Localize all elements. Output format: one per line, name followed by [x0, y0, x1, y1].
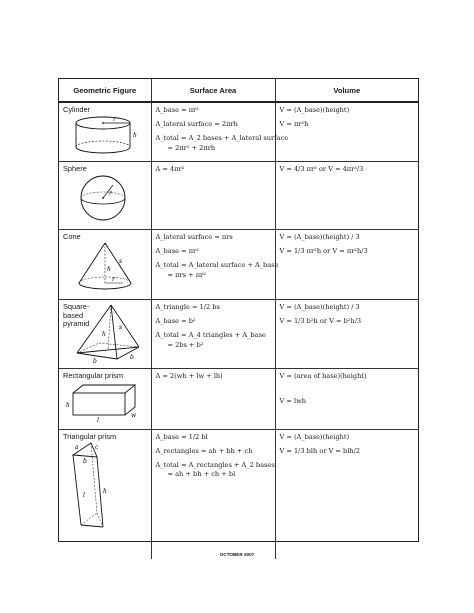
name-line: based: [63, 310, 84, 320]
formula: A_total = A_2 bases + A_lateral surface: [155, 133, 289, 142]
cone-diagram: [63, 241, 147, 293]
figure-name-cone: Cone: [63, 231, 81, 241]
volume-cell-tri-prism: [275, 429, 418, 559]
row-cone: [59, 229, 418, 299]
label-r: r: [109, 190, 112, 198]
formula: A_lateral surface = 2πrh: [155, 119, 238, 128]
formula-table: [59, 79, 418, 559]
formula: A_base = b²: [155, 317, 196, 326]
volume-cell-cylinder: [275, 102, 418, 161]
formula: A_total = A_rectangles + A_2 bases: [155, 460, 275, 469]
volume-cell-cone: [275, 229, 418, 299]
label-h: h: [66, 401, 70, 409]
label-s: s: [119, 324, 123, 332]
row-square-pyramid: [59, 300, 418, 369]
formula: A_total = A_lateral surface + A_base: [155, 260, 279, 269]
row-triangular-prism: [59, 429, 418, 559]
formula: A_base = 1/2 bl: [155, 432, 208, 441]
label-h: h: [102, 331, 106, 339]
formula: = 2bs + b²: [167, 341, 204, 350]
formula: = 2πr² + 2πrh: [167, 143, 216, 152]
figure-cell-sphere: [59, 161, 151, 229]
formula: A = 4πr²: [155, 164, 185, 173]
label-s: s: [119, 258, 123, 266]
formula: V = (area of base)(height): [279, 372, 367, 381]
formula: A_triangle = 1/2 bs: [155, 303, 220, 312]
header-volume: Volume: [275, 79, 418, 102]
sphere-diagram: [63, 173, 147, 223]
surface-cell-sphere: [151, 161, 275, 229]
formula: V = 1/3 blh or V = blh/2: [279, 446, 361, 455]
figure-name-tri-prism: Triangular prism: [63, 431, 117, 441]
header-row: [59, 79, 418, 102]
cylinder-diagram: [63, 115, 147, 155]
label-c: c: [95, 444, 99, 452]
label-h: h: [133, 131, 137, 139]
formula: V = 1/3 πr²h or V = πr²h/3: [279, 246, 368, 255]
label-h: h: [107, 266, 111, 274]
formula: = πrs + πr²: [167, 270, 206, 279]
figure-name-sphere: Sphere: [63, 163, 87, 173]
formula: V = (A_base)(height) / 3: [279, 232, 360, 241]
formula: A_rectangles = ah + bh + ch: [155, 446, 253, 455]
formula: A_base = πr²: [155, 246, 199, 255]
label-r: r: [112, 276, 115, 284]
formula-sheet: [58, 78, 419, 542]
figure-cell-cone: [59, 229, 151, 299]
formula: V = 4/3 πr³ or V = 4πr³/3: [279, 164, 364, 173]
label-a: a: [75, 444, 79, 452]
surface-cell-tri-prism: [151, 429, 275, 559]
formula: V = (A_base)(height): [279, 106, 350, 114]
label-b: b: [83, 458, 87, 466]
surface-cell-pyramid: [151, 300, 275, 369]
formula: V = (A_base)(height): [279, 432, 350, 441]
footer-date: OCTOBER 2007: [219, 552, 255, 557]
row-sphere: [59, 161, 418, 229]
pyramid-diagram: [63, 303, 147, 365]
label-r: r: [113, 115, 116, 123]
figure-cell-pyramid: [59, 300, 151, 369]
figure-cell-cylinder: [59, 102, 151, 161]
label-w: w: [131, 411, 137, 419]
volume-cell-sphere: [275, 161, 418, 229]
formula: = ah + bh + ch + bl: [167, 470, 236, 479]
figure-cell-rect-prism: [59, 369, 151, 429]
figure-name-rect-prism: Rectangular prism: [63, 371, 123, 381]
tri-prism-diagram: [63, 441, 147, 533]
label-b: b: [130, 354, 134, 362]
formula: V = lwh: [279, 397, 306, 406]
row-rectangular-prism: [59, 369, 418, 429]
row-cylinder: [59, 102, 418, 161]
volume-cell-rect-prism: [275, 369, 418, 429]
formula: A_lateral surface = πrs: [155, 232, 233, 241]
figure-cell-tri-prism: [59, 429, 151, 559]
formula: V = πr²h: [279, 119, 309, 128]
formula: A = 2(wh + lw + lh): [155, 372, 223, 381]
rect-prism-diagram: [63, 381, 147, 423]
volume-cell-pyramid: [275, 300, 418, 369]
surface-cell-cone: [151, 229, 279, 299]
name-line: Square-: [63, 302, 90, 312]
header-figure: Geometric Figure: [59, 79, 151, 102]
formula: A_base = πr²: [155, 106, 199, 114]
formula: V = 1/3 b²h or V = b²h/3: [279, 317, 362, 326]
formula: V = (A_base)(height) / 3: [279, 303, 360, 312]
label-b: b: [93, 358, 97, 366]
name-line: pyramid: [63, 319, 90, 329]
surface-cell-rect-prism: [151, 369, 275, 429]
label-l: l: [97, 416, 99, 423]
label-l: l: [83, 492, 85, 500]
label-h: h: [103, 488, 107, 496]
header-surface-area: Surface Area: [151, 79, 275, 102]
formula: A_total = A_4 triangles + A_base: [155, 331, 266, 340]
figure-name-cylinder: Cylinder: [63, 105, 91, 114]
surface-cell-cylinder: [151, 102, 289, 161]
